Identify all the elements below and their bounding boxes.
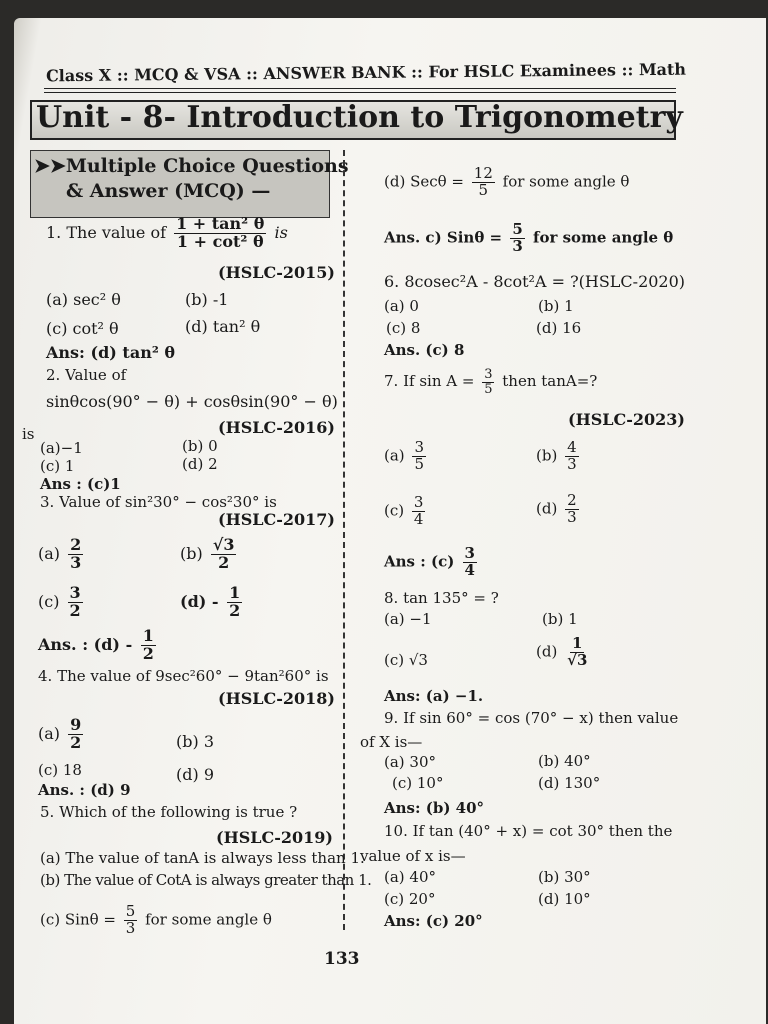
q3-c-num: 3 bbox=[69, 583, 81, 602]
q6-option-a: (a) 0 bbox=[384, 297, 419, 315]
q2-option-a: (a)−1 bbox=[40, 439, 83, 457]
q9-option-c: (c) 10° bbox=[392, 774, 444, 792]
q2-year: (HSLC-2016) bbox=[218, 418, 335, 437]
q8-answer: Ans: (a) −1. bbox=[384, 687, 484, 705]
q10-option-d: (d) 10° bbox=[538, 890, 591, 908]
q3-d-den: 2 bbox=[229, 600, 241, 620]
q8-stem: 8. tan 135° = ? bbox=[384, 589, 499, 607]
q7-c-num: 3 bbox=[413, 493, 424, 511]
q5-d-num: 12 bbox=[473, 164, 493, 182]
q7-d-label: (d) bbox=[536, 499, 558, 518]
q4-option-a bbox=[38, 717, 86, 752]
q7-d-num: 2 bbox=[567, 491, 577, 509]
q3-b-fraction bbox=[211, 537, 237, 572]
q3-d-num: 1 bbox=[229, 583, 241, 602]
q1-option-b: (b) -1 bbox=[185, 290, 229, 309]
q7-ans-label: Ans : (c) bbox=[384, 552, 455, 571]
q3-a-label: (a) bbox=[38, 543, 61, 563]
q5-ans-num: 5 bbox=[512, 220, 523, 238]
q7-a-label: (a) bbox=[384, 446, 405, 465]
q8-option-b: (b) 1 bbox=[542, 610, 578, 628]
q3-ans-den: 2 bbox=[142, 643, 154, 663]
q7-d-fraction bbox=[565, 493, 579, 526]
q5-option-b: (b) The value of CotA is always greater than 1. bbox=[40, 871, 372, 889]
q7-d-den: 3 bbox=[567, 507, 577, 526]
q7-c-den: 4 bbox=[413, 509, 424, 528]
running-header: Class X :: MCQ & VSA :: ANSWER BANK :: For HSLC Examinees :: Math bbox=[45, 59, 687, 86]
q1-year: (HSLC-2015) bbox=[218, 263, 335, 282]
q3-d-fraction bbox=[227, 585, 242, 620]
q7-option-a bbox=[384, 440, 429, 473]
q2-expression: sinθcos(90° − θ) + cosθsin(90° − θ) bbox=[46, 392, 338, 411]
q3-a-fraction bbox=[68, 537, 83, 572]
q7-a-num: 3 bbox=[414, 438, 424, 456]
q10-option-c: (c) 20° bbox=[384, 890, 436, 908]
q8-d-label: (d) bbox=[536, 642, 558, 661]
q3-option-b bbox=[180, 537, 239, 572]
q7-c-fraction bbox=[412, 495, 426, 528]
q8-d-fraction bbox=[565, 636, 589, 669]
q3-c-fraction bbox=[68, 585, 83, 620]
q6-stem: 6. 8cosec²A - 8cot²A = ?(HSLC-2020) bbox=[384, 272, 686, 291]
q7-ans-den: 4 bbox=[464, 560, 475, 579]
q6-option-d: (d) 16 bbox=[536, 319, 582, 337]
q3-b-label: (b) bbox=[180, 543, 203, 563]
q3-option-c bbox=[38, 585, 86, 620]
q4-year: (HSLC-2018) bbox=[218, 689, 335, 708]
q3-c-den: 2 bbox=[69, 600, 81, 620]
q1-fraction bbox=[174, 216, 266, 251]
q8-option-c: (c) √3 bbox=[384, 651, 428, 669]
mcq-heading-line2: & Answer (MCQ) — bbox=[66, 180, 271, 202]
q6-answer: Ans. (c) 8 bbox=[384, 341, 465, 359]
q5-c-fraction bbox=[124, 904, 138, 937]
q3-d-label: (d) - bbox=[180, 591, 219, 611]
header-rule bbox=[44, 88, 676, 89]
q3-answer bbox=[38, 628, 159, 663]
q5-option-d bbox=[384, 166, 629, 199]
q7-c-label: (c) bbox=[384, 501, 405, 520]
q5-year: (HSLC-2019) bbox=[216, 828, 333, 847]
q2-stem: 2. Value of bbox=[46, 366, 127, 384]
q4-option-c: (c) 18 bbox=[38, 761, 82, 779]
q7-a-fraction bbox=[412, 440, 426, 473]
q4-a-fraction bbox=[68, 717, 83, 752]
q8-d-den: √3 bbox=[567, 650, 588, 669]
q4-a-den: 2 bbox=[70, 732, 82, 752]
q7-ans-num: 3 bbox=[464, 544, 475, 562]
q5-option-c bbox=[40, 904, 272, 937]
q4-option-b: (b) 3 bbox=[176, 732, 214, 751]
q7-stem-num: 3 bbox=[484, 367, 493, 382]
q7-a-den: 5 bbox=[414, 454, 424, 473]
q5-c-den: 3 bbox=[125, 918, 136, 937]
q9-option-b: (b) 40° bbox=[538, 752, 591, 770]
q1-answer: Ans: (d) tan² θ bbox=[46, 343, 176, 362]
q5-c-tail: for some angle θ bbox=[145, 910, 272, 929]
q4-option-d: (d) 9 bbox=[176, 765, 214, 784]
q3-ans-label: Ans. : (d) - bbox=[38, 634, 133, 654]
q7-stem-fraction bbox=[482, 368, 494, 396]
q7-stem bbox=[384, 368, 597, 396]
q9-stem-line2: of X is— bbox=[360, 733, 423, 751]
q7-answer bbox=[384, 546, 480, 579]
q2-option-d: (d) 2 bbox=[182, 455, 218, 473]
q3-ans-num: 1 bbox=[142, 626, 154, 645]
q5-ans-fraction bbox=[510, 222, 524, 255]
mcq-heading-line1: ➤➤Multiple Choice Questions bbox=[34, 155, 349, 177]
q3-b-num: √3 bbox=[212, 535, 235, 554]
q9-stem-line1: 9. If sin 60° = cos (70° − x) then value bbox=[384, 709, 679, 727]
q7-b-den: 3 bbox=[567, 454, 577, 473]
q3-year: (HSLC-2017) bbox=[218, 510, 335, 529]
q5-d-fraction bbox=[472, 166, 495, 199]
q1-denominator: 1 + cot² θ bbox=[176, 231, 264, 251]
page-number: 133 bbox=[324, 949, 360, 969]
q3-a-num: 2 bbox=[70, 535, 82, 554]
q5-d-den: 5 bbox=[478, 180, 489, 199]
header-rule-2 bbox=[44, 92, 676, 93]
q7-option-b bbox=[536, 440, 582, 473]
q3-stem: 3. Value of sin²30° − cos²30° is bbox=[40, 493, 277, 511]
q10-answer: Ans: (c) 20° bbox=[384, 912, 483, 930]
q7-option-c bbox=[384, 495, 428, 528]
q1-tail: is bbox=[274, 222, 288, 242]
q5-c-num: 5 bbox=[125, 902, 136, 920]
q6-option-c: (c) 8 bbox=[386, 319, 421, 337]
q1-option-a: (a) sec² θ bbox=[46, 290, 121, 309]
q7-b-label: (b) bbox=[536, 446, 558, 465]
q5-c-label: (c) Sinθ = bbox=[40, 910, 116, 929]
q5-d-label: (d) Secθ = bbox=[384, 172, 464, 191]
q9-option-d: (d) 130° bbox=[538, 774, 601, 792]
q9-answer: Ans: (b) 40° bbox=[384, 799, 485, 817]
q2-answer: Ans : (c)1 bbox=[40, 475, 121, 493]
q7-stem-den: 5 bbox=[484, 381, 493, 397]
q7-ans-fraction bbox=[463, 546, 477, 579]
q3-option-a bbox=[38, 537, 86, 572]
q1-option-c: (c) cot² θ bbox=[46, 319, 119, 338]
q10-stem-line2: value of x is— bbox=[360, 847, 466, 865]
q3-a-den: 3 bbox=[70, 552, 82, 572]
q5-stem: 5. Which of the following is true ? bbox=[40, 803, 298, 821]
q3-b-den: 2 bbox=[218, 552, 230, 572]
q7-year: (HSLC-2023) bbox=[568, 410, 685, 429]
q4-answer: Ans. : (d) 9 bbox=[38, 781, 131, 799]
q7-stem-label: 7. If sin A = bbox=[384, 372, 475, 391]
q1-stem bbox=[46, 216, 288, 251]
q5-ans-tail: for some angle θ bbox=[533, 228, 674, 247]
q5-ans-label: Ans. c) Sinθ = bbox=[384, 228, 503, 247]
q8-option-a: (a) −1 bbox=[384, 610, 432, 628]
q5-option-a: (a) The value of tanA is always less than 1. bbox=[40, 849, 365, 867]
q7-b-fraction bbox=[565, 440, 579, 473]
q4-stem: 4. The value of 9sec²60° − 9tan²60° is bbox=[38, 667, 329, 685]
q10-option-b: (b) 30° bbox=[538, 868, 591, 886]
q2-option-b: (b) 0 bbox=[182, 437, 218, 455]
q3-c-label: (c) bbox=[38, 591, 60, 611]
q2-option-c: (c) 1 bbox=[40, 457, 75, 475]
q3-ans-fraction bbox=[141, 628, 156, 663]
q5-d-tail: for some angle θ bbox=[502, 172, 630, 191]
q1-stem-text: 1. The value of bbox=[46, 222, 166, 242]
q4-a-label: (a) bbox=[38, 723, 61, 743]
unit-title: Unit - 8- Introduction to Trigonometry bbox=[36, 100, 683, 135]
q8-d-num: 1 bbox=[572, 634, 583, 652]
q4-a-num: 9 bbox=[70, 715, 82, 734]
q3-option-d bbox=[180, 585, 245, 620]
q1-option-d: (d) tan² θ bbox=[185, 317, 261, 336]
q7-stem-tail: then tanA=? bbox=[502, 372, 598, 391]
q6-option-b: (b) 1 bbox=[538, 297, 574, 315]
q8-option-d bbox=[536, 636, 592, 669]
q2-stray-is: is bbox=[22, 425, 35, 443]
q9-option-a: (a) 30° bbox=[384, 753, 437, 771]
q10-stem-line1: 10. If tan (40° + x) = cot 30° then the bbox=[384, 822, 673, 840]
column-divider bbox=[343, 150, 345, 930]
q7-b-num: 4 bbox=[567, 438, 577, 456]
q7-option-d bbox=[536, 493, 582, 526]
q5-answer bbox=[384, 222, 673, 255]
q5-ans-den: 3 bbox=[512, 236, 523, 255]
q1-numerator: 1 + tan² θ bbox=[176, 214, 265, 233]
q10-option-a: (a) 40° bbox=[384, 868, 437, 886]
